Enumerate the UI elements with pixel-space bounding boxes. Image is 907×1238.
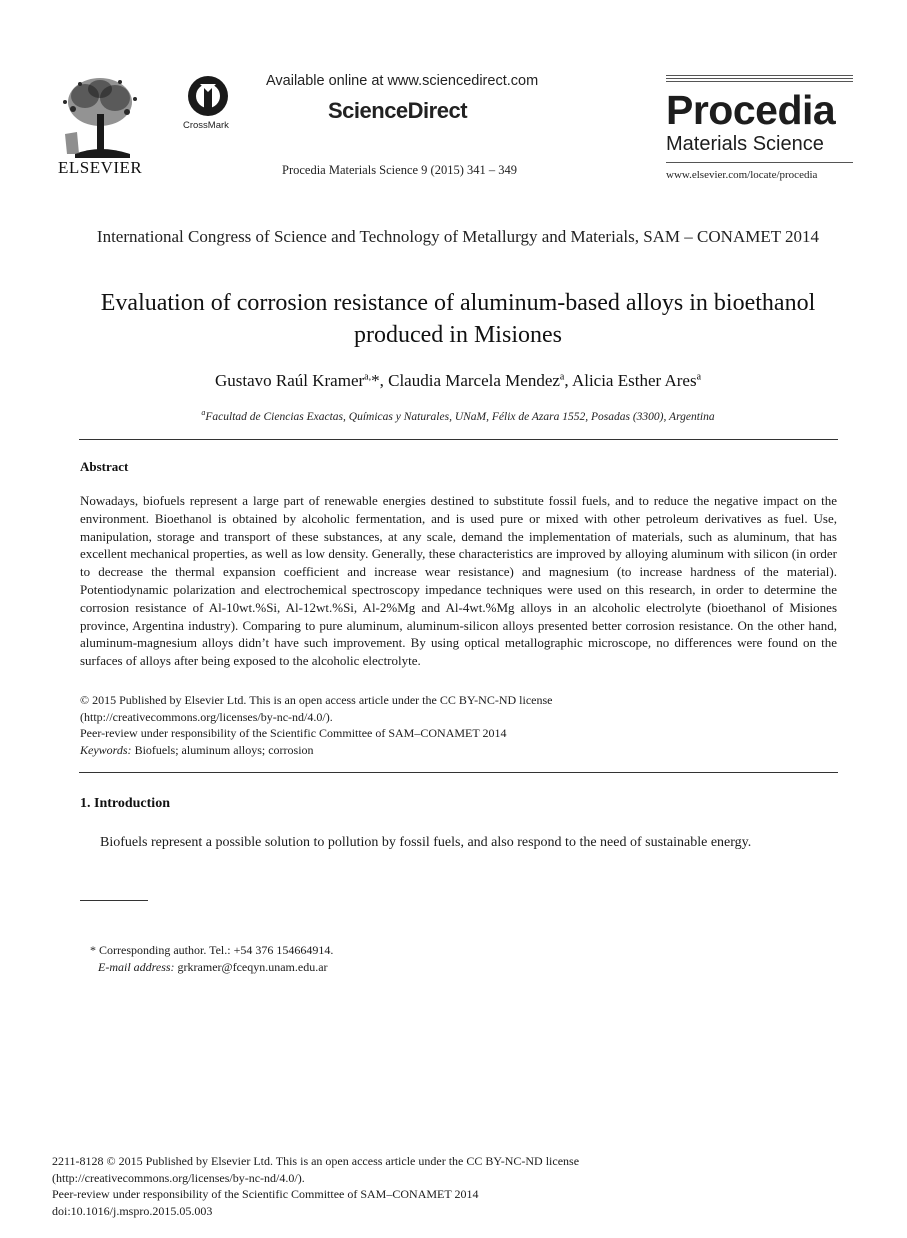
affil-mark: a bbox=[201, 408, 206, 417]
license-block bbox=[80, 692, 837, 758]
sciencedirect-logo[interactable]: ScienceDirect bbox=[328, 98, 468, 123]
procedia-url-link[interactable]: www.elsevier.com/locate/procedia bbox=[666, 169, 818, 181]
footnote bbox=[90, 942, 333, 976]
section-divider bbox=[79, 772, 838, 773]
abstract-text: Nowadays, biofuels represent a large part of renewable energies destined to substitute fossil fuels, and to reduce the negative impact on the environment. Bioethanol is obtained by alcoholic fermentation, and is used pure or mixed with other petroleum derivatives as fuel. Use, manipulation, storage and transport of these substances, at any scale, demand the implementation of materials, such as aluminum, that has excellent mechanical properties, as well as low density. Generally, these characteristics are improved by alloying aluminum with silicon (in order to decrease the thermal expansion coefficient and increase wear resistance) and magnesium (to increase hardness of the material). Potentiodynamic polarization and electrochemical spectroscopy impedance techniques were used on this research, in order to determine the corrosion resistance of Al-10wt.%Si, Al-12wt.%Si, Al-2%Mg and Al-4wt.%Mg alloys in an alcoholic electrolyte (bioethanol of Misiones province, Argentina industry). Comparing to pure aluminum, aluminum-silicon alloys presented better corrosion resistance. On the other hand, aluminum-magnesium alloys didn’t have such improvement. By using optical metallographic microscope, no differences were found on the surfaces of alloys after being exposed to the alcoholic electrolyte. bbox=[80, 493, 837, 669]
congress-name: International Congress of Science and Technology of Metallurgy and Materials, SAM – CONAMET 2014 bbox=[96, 227, 820, 246]
license-url-link[interactable]: (http://creativecommons.org/licenses/by-nc-nd/4.0/). bbox=[80, 709, 333, 724]
affiliation bbox=[80, 408, 836, 423]
email-link[interactable]: grkramer@fceqyn.unam.edu.ar bbox=[177, 960, 328, 974]
author-name: Claudia Marcela Mendez bbox=[388, 371, 560, 390]
email-label: E-mail address: bbox=[98, 960, 175, 974]
author-list: Gustavo Raúl Kramer$^{a,}$*, Claudia Marcela Mendez$^a$, Alicia Esther Ares$^a$ bbox=[214, 371, 702, 390]
keywords-line bbox=[80, 742, 837, 759]
section-divider bbox=[79, 439, 838, 440]
email-line bbox=[90, 959, 333, 976]
bottom-metadata bbox=[52, 1153, 579, 1219]
license-url-link[interactable]: (http://creativecommons.org/licenses/by-nc-nd/4.0/). bbox=[52, 1170, 305, 1185]
procedia-subtitle: Materials Science bbox=[666, 133, 824, 155]
peer-review-line: Peer-review under responsibility of the Scientific Committee of SAM–CONAMET 2014 bbox=[80, 726, 507, 740]
corresponding-author-note: * Corresponding author. Tel.: +54 376 154664914. bbox=[90, 943, 334, 957]
crossmark-label: CrossMark bbox=[183, 120, 229, 131]
keywords-text: Biofuels; aluminum alloys; corrosion bbox=[134, 742, 314, 757]
peer-review-line: Peer-review under responsibility of the Scientific Committee of SAM–CONAMET 2014 bbox=[52, 1187, 479, 1202]
available-online-link[interactable]: Available online at www.sciencedirect.com bbox=[266, 73, 539, 89]
masthead-rule bbox=[666, 75, 853, 76]
introduction-text: Biofuels represent a possible solution to pollution by fossil fuels, and also respond to the need of sustainable energy. bbox=[100, 835, 752, 850]
masthead-rule bbox=[666, 81, 853, 82]
abstract-heading: Abstract bbox=[80, 459, 129, 474]
doi-link[interactable]: doi:10.1016/j.mspro.2015.05.003 bbox=[52, 1203, 213, 1218]
footnote-rule bbox=[80, 900, 148, 901]
corresponding-mark[interactable]: * bbox=[371, 371, 380, 390]
journal-reference: Procedia Materials Science 9 (2015) 341 – 349 bbox=[282, 163, 518, 177]
copyright-line: © 2015 Published by Elsevier Ltd. This is an open access article under the CC BY-NC-ND license bbox=[80, 693, 553, 707]
paper-title: Evaluation of corrosion resistance of aluminum-based alloys in bioethanol produced in Misiones bbox=[100, 290, 816, 348]
author-name: Gustavo Raúl Kramer bbox=[214, 371, 365, 390]
procedia-masthead bbox=[666, 75, 853, 181]
masthead-rule bbox=[666, 78, 853, 79]
issn-line: 2211-8128 © 2015 Published by Elsevier Ltd. This is an open access article under the CC BY-NC-ND license bbox=[52, 1154, 580, 1168]
author-affil-mark: a, bbox=[364, 371, 372, 383]
elsevier-wordmark: ELSEVIER bbox=[58, 158, 143, 177]
affiliation-text: Facultad de Ciencias Exactas, Químicas y Naturales, UNaM, Félix de Azara 1552, Posadas (3300), Argentina bbox=[205, 410, 715, 423]
author-name: Alicia Esther Ares bbox=[571, 371, 697, 390]
author-affil-mark: a bbox=[696, 371, 702, 383]
procedia-title: Procedia bbox=[666, 87, 836, 133]
section-heading-introduction: 1. Introduction bbox=[80, 796, 170, 811]
masthead-rule bbox=[666, 162, 853, 163]
author-affil-mark: a bbox=[559, 371, 565, 383]
keywords-label: Keywords: bbox=[80, 742, 132, 757]
